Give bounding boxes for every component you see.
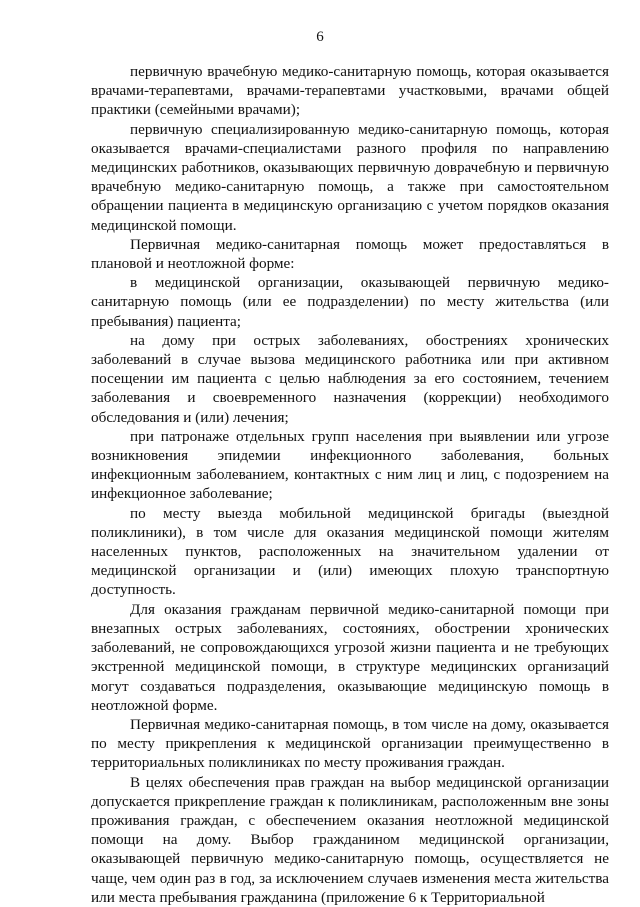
paragraph: Первичная медико-санитарная помощь, в том числе на дому, оказывается по месту прикрепления к медицинской организации преимущественно в территориальных поликлиниках по месту проживания граждан. — [91, 715, 609, 772]
paragraph: при патронаже отдельных групп населения при выявлении или угрозе возникновения эпидемии инфекционного заболевания, больных инфекционным заболеванием, контактных с ним лиц и лиц, с подозрением на инфекционное заболевание; — [91, 427, 609, 503]
paragraph: на дому при острых заболеваниях, обострениях хронических заболеваний в случае вызова медицинского работника или при активном посещении им пациента с целью наблюдения за его состоянием, течением заболевания и своевременного назначения (коррекции) необходимого обследования и (или) лечения; — [91, 331, 609, 426]
paragraph: В целях обеспечения прав граждан на выбор медицинской организации допускается прикрепление граждан к поликлиникам, расположенным вне зоны проживания граждан, с обеспечением оказания неотложной медицинской помощи на дому. Выбор гражданином медицинской организации, оказывающей первичную медико-санитарную помощь, осуществляется не чаще, чем один раз в год, за исключением случаев изменения места жительства или места пребывания гражданина (приложение 6 к Территориальной — [91, 773, 609, 906]
paragraph: Первичная медико-санитарная помощь может предоставляться в плановой и неотложной форме: — [91, 235, 609, 273]
page-number: 6 — [316, 29, 324, 45]
paragraph: Для оказания гражданам первичной медико-санитарной помощи при внезапных острых заболеваниях, состояниях, обострении хронических заболеваний, не сопровождающихся угрозой жизни пациента и не требующих экстренной медицинской помощи, в структуре медицинских организаций могут создаваться подразделения, оказывающие медицинскую помощь в неотложной форме. — [91, 600, 609, 714]
paragraph: в медицинской организации, оказывающей первичную медико-санитарную помощь (или ее подразделении) по месту жительства (или пребывания) пациента; — [91, 274, 609, 330]
paragraph: по месту выезда мобильной медицинской бригады (выездной поликлиники), в том числе для оказания медицинской помощи жителям населенных пунктов, расположенных на значительном удалении от медицинской организации и (или) имеющих плохую транспортную доступность. — [91, 504, 609, 599]
paragraph: первичную врачебную медико-санитарную помощь, которая оказывается врачами-терапевтами, врачами-терапевтами участковыми, врачами общей практики (семейными врачами); — [91, 63, 609, 119]
document-body — [91, 62, 609, 907]
paragraph: первичную специализированную медико-санитарную помощь, которая оказывается врачами-специалистами разного профиля по направлению медицинских работников, оказывающих первичную доврачебную и первичную врачебную медико-санитарную помощь, а также при самостоятельном обращении пациента в медицинскую организацию с учетом порядков оказания медицинской помощи. — [91, 120, 609, 234]
